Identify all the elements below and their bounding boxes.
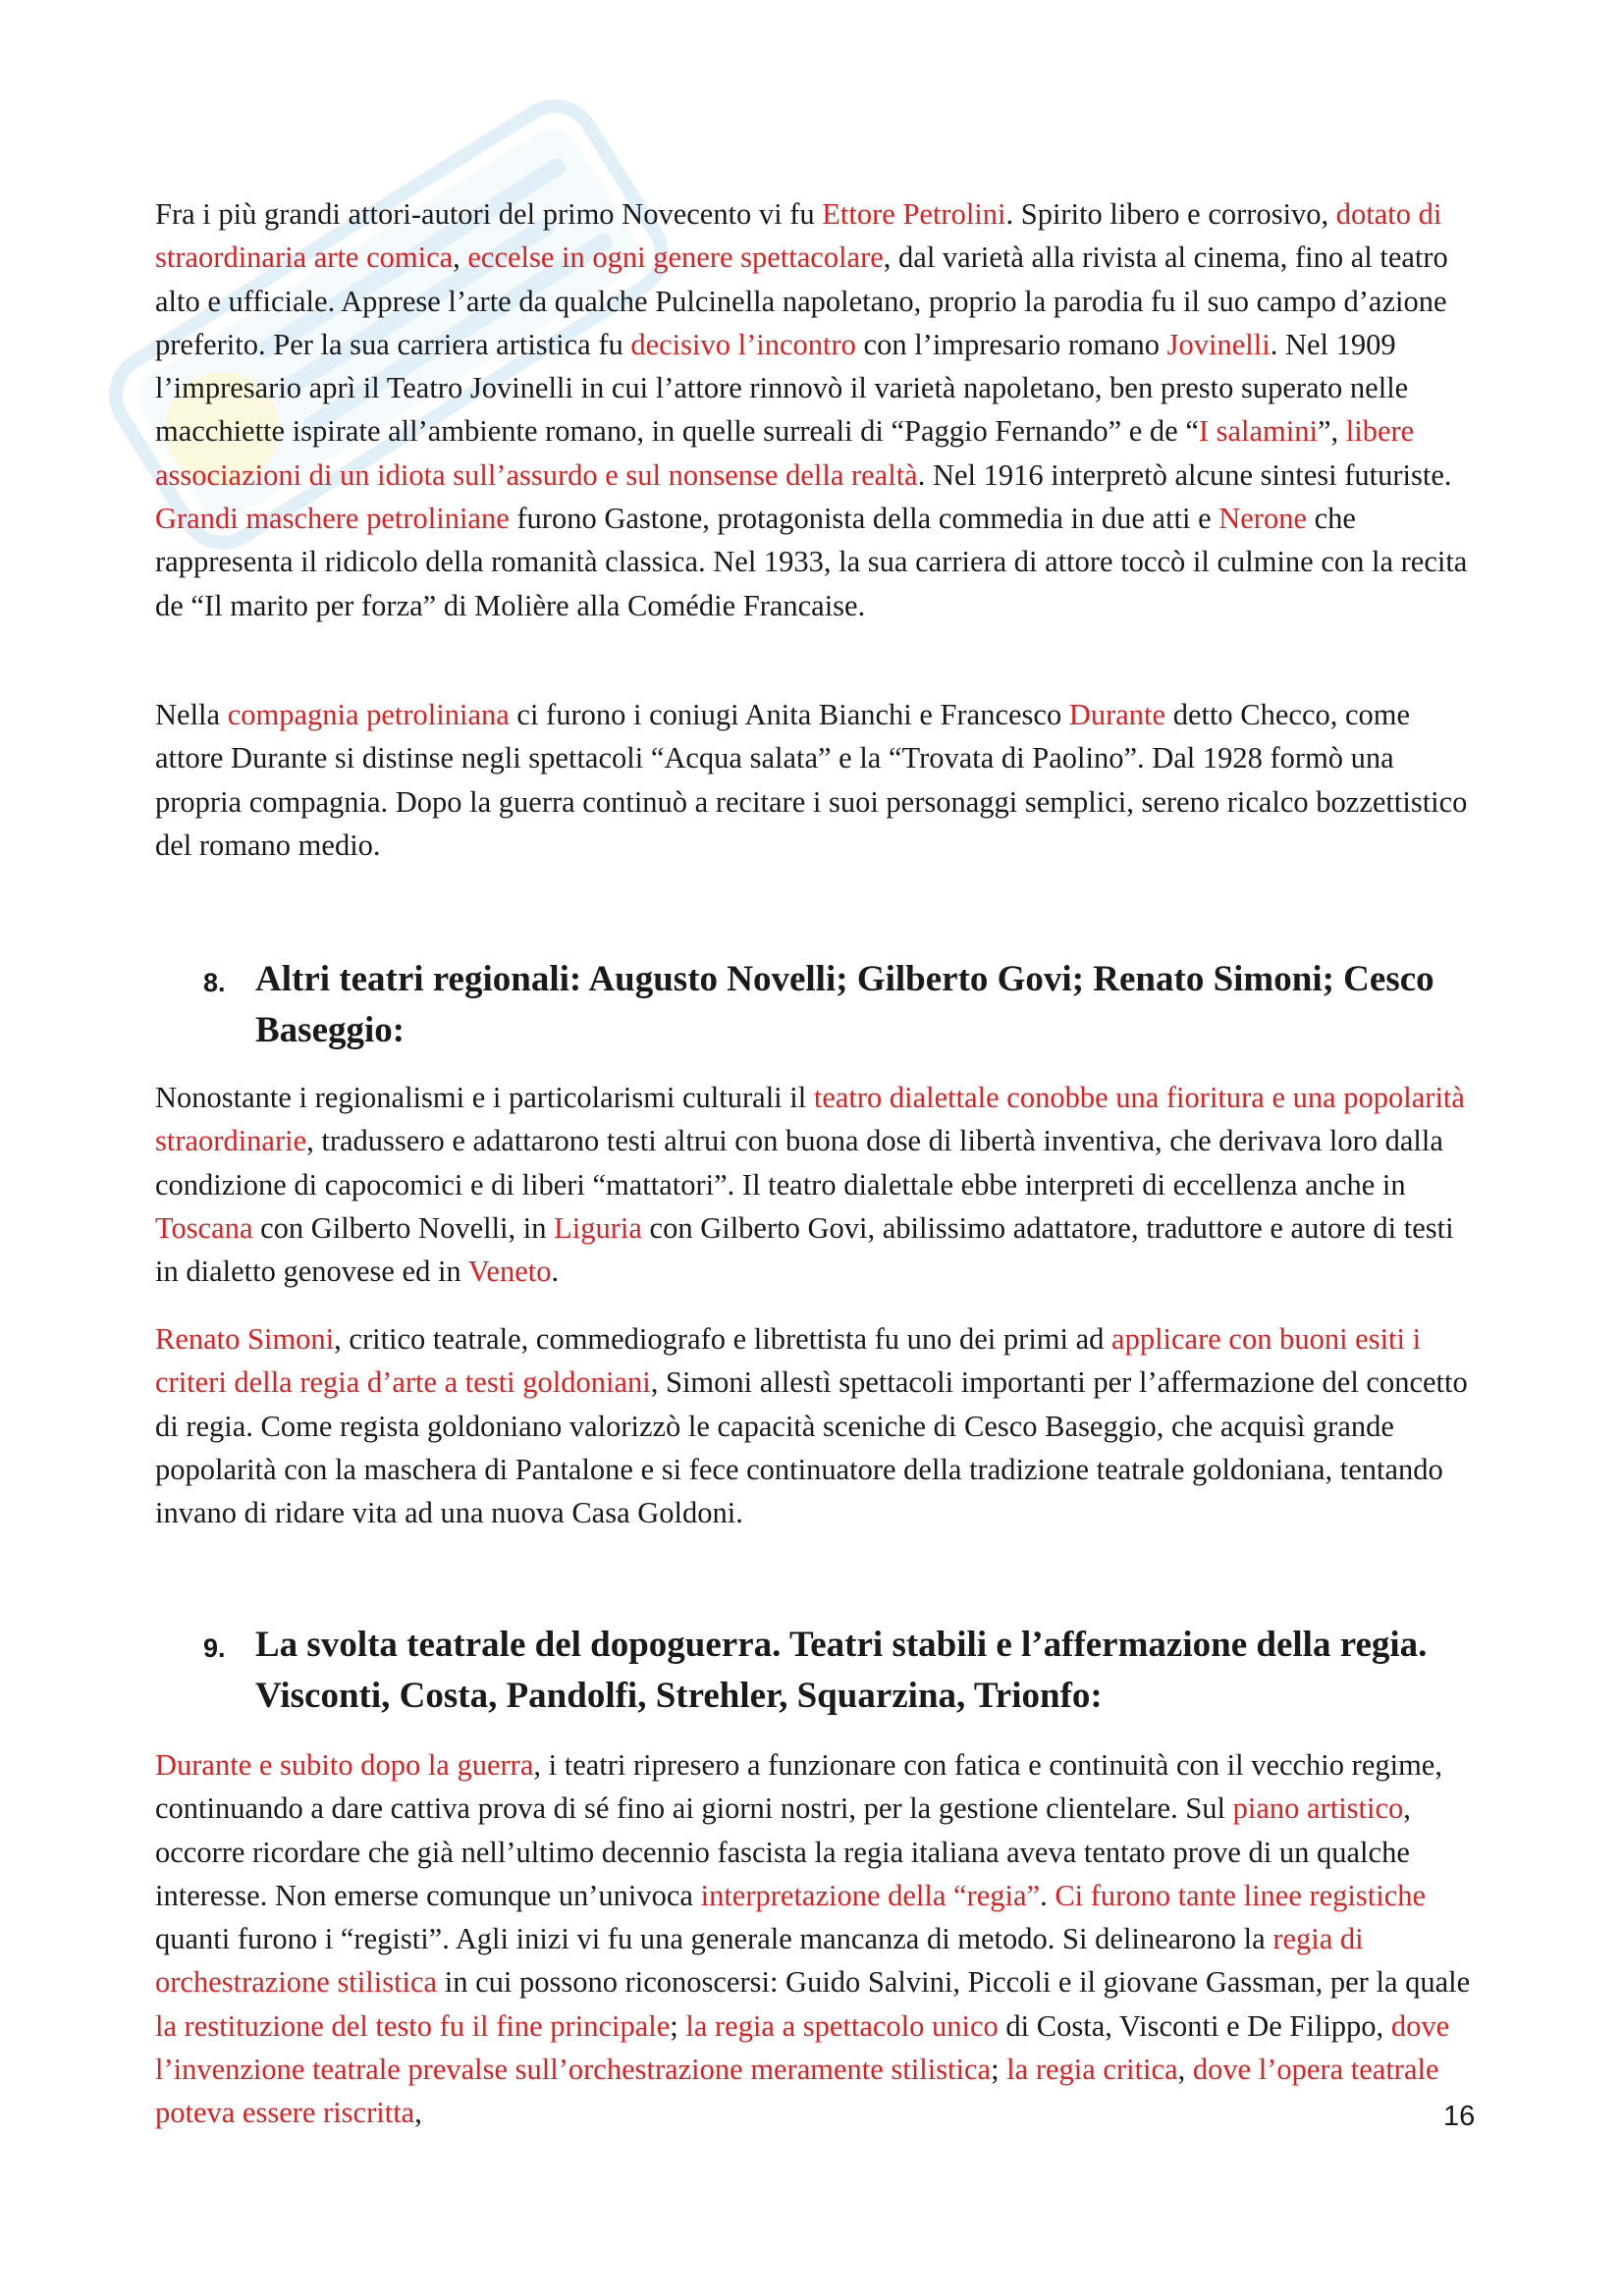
body-text: ; (670, 2008, 686, 2043)
body-text: , occorre ricordare che già nell’ultimo decennio fascista la regia italiana aveva tentato prove di un qualche interesse. Non emerse comunque un’univoca (155, 1791, 1411, 1912)
body-text: , critico teatrale, commediografo e librettista fu uno dei primi ad (334, 1322, 1112, 1356)
body-text: , tradussero e adattarono testi altrui con buona dose di libertà inventiva, che derivava loro dalla condizione di capocomici e di liberi “mattatori”. Il teatro dialettale ebbe interpreti di eccellenza anche in (155, 1124, 1443, 1201)
body-text: . (551, 1255, 560, 1289)
highlighted-text: piano artistico (1232, 1791, 1404, 1826)
highlighted-text: eccelse in ogni genere spettacolare (467, 240, 884, 275)
body-text: . Nel 1916 interpretò alcune sintesi futuriste. (917, 457, 1452, 492)
body-text: detto Checco, come attore Durante si distinse negli spettacoli “Acqua salata” e la “Trovata di Paolino”. Dal 1928 formò una propria compagnia. Dopo la guerra continuò a recitare i suoi personaggi semplici, sereno ricalco bozzettistico del romano medio. (155, 698, 1468, 862)
highlighted-text: libere associazioni di un idiota sull’assurdo e sul nonsense della realtà (155, 414, 1415, 492)
highlighted-text: Ettore Petrolini (822, 197, 1006, 231)
body-text: con l’impresario romano (855, 327, 1167, 361)
body-text: , (453, 240, 468, 275)
highlighted-text: la restituzione del testo fu il fine principale (155, 2008, 671, 2043)
heading-title: Altri teatri regionali: Augusto Novelli; Gilberto Govi; Renato Simoni; Cesco Baseggio: (255, 959, 1434, 1050)
highlighted-text: regia di orchestrazione stilistica (155, 1922, 1364, 2000)
body-text: ; (991, 2053, 1007, 2087)
highlighted-text: dove l’opera teatrale poteva essere riscritta (155, 2053, 1439, 2130)
highlighted-text: interpretazione della “regia” (700, 1878, 1041, 1912)
section-heading-9 (203, 1620, 1480, 1722)
highlighted-text: decisivo l’incontro (630, 327, 856, 361)
body-text: , (1177, 2053, 1193, 2087)
highlighted-text: Jovinelli (1166, 327, 1271, 361)
highlighted-text: Ci furono tante linee registiche (1055, 1878, 1427, 1912)
highlighted-text: la regia a spettacolo unico (685, 2008, 999, 2043)
body-text: . Spirito libero e corrosivo, (1005, 197, 1336, 231)
body-text: Nonostante i regionalismi e i particolarismi culturali il (155, 1081, 814, 1114)
highlighted-text: Renato Simoni (155, 1322, 335, 1356)
highlighted-text: Liguria (554, 1210, 642, 1245)
highlighted-text: I salamini (1198, 414, 1318, 449)
body-text: . (1040, 1878, 1055, 1912)
body-text: , i teatri ripresero a funzionare con fatica e continuità con il vecchio regime, continuando a dare cattiva prova di sé fino ai giorni nostri, per la gestione clientelare. Sul (155, 1748, 1442, 1826)
body-text: , Simoni allestì spettacoli importanti per l’affermazione del concetto di regia. Come regista goldoniano valorizzò le capacità sceniche di Cesco Baseggio, che acquisì grande popolarità con la maschera di Pantalone e si fece continuatore della tradizione teatrale goldoniana, tentando invano di ridare vita ad una nuova Casa Goldoni. (155, 1365, 1468, 1530)
highlighted-text: applicare con buoni esiti i criteri della regia d’arte a testi goldoniani (155, 1322, 1422, 1400)
body-text: . Nel 1909 l’impresario aprì il Teatro Jovinelli in cui l’attore rinnovò il varietà napoletano, ben presto superato nelle macchiette ispirate all’ambiente romano, in quelle surreali di “Paggio Fernando” e de “ (155, 327, 1409, 449)
heading-number: 9. (203, 1633, 226, 1663)
highlighted-text: teatro dialettale conobbe una fioritura e una popolarità straordinarie (155, 1081, 1465, 1158)
highlighted-text: Durante e subito dopo la guerra (155, 1748, 534, 1782)
highlighted-text: Toscana (155, 1210, 253, 1245)
heading-number: 8. (203, 968, 226, 997)
paragraph-renato-simoni (155, 1317, 1481, 1534)
body-text: Nella (155, 698, 228, 731)
body-text: ci furono i coniugi Anita Bianchi e Francesco (509, 698, 1069, 731)
body-text: ”, (1317, 414, 1346, 449)
highlighted-text: compagnia petroliniana (227, 698, 510, 731)
highlighted-text: Nerone (1218, 502, 1307, 536)
page-number: 16 (1443, 2101, 1476, 2132)
body-text: quanti furono i “registi”. Agli inizi vi fu una generale mancanza di metodo. Si delinearono la (155, 1922, 1273, 1956)
highlighted-text: Durante (1068, 698, 1166, 731)
body-text: con Gilberto Govi, abilissimo adattatore, traduttore e autore di testi in dialetto genovese ed in (155, 1210, 1454, 1289)
highlighted-text: la regia critica (1006, 2053, 1178, 2087)
highlighted-text: Veneto (467, 1255, 552, 1289)
highlighted-text: dotato di straordinaria arte comica (155, 197, 1442, 275)
section-heading-8 (203, 954, 1480, 1056)
body-text: , (414, 2096, 422, 2130)
highlighted-text: Grandi maschere petroliniane (155, 502, 510, 536)
body-text: di Costa, Visconti e De Filippo, (998, 2008, 1391, 2043)
paragraph-teatro-dialettale (155, 1076, 1481, 1293)
paragraph-petrolini (155, 192, 1481, 627)
body-text: con Gilberto Novelli, in (252, 1210, 555, 1245)
body-text: Fra i più grandi attori-autori del primo Novecento vi fu (155, 197, 823, 231)
body-text: , dal varietà alla rivista al cinema, fino al teatro alto e ufficiale. Apprese l’arte da qualche Pulcinella napoletano, proprio la parodia fu il suo campo d’azione preferito. Per la sua carriera artistica fu (155, 240, 1448, 361)
paragraph-dopoguerra (155, 1743, 1481, 2135)
body-text: in cui possono riconoscersi: Guido Salvini, Piccoli e il giovane Gassman, per la quale (437, 1965, 1471, 2000)
paragraph-compagnia-petroliniana (155, 693, 1481, 867)
body-text: che rappresenta il ridicolo della romanità classica. Nel 1933, la sua carriera di attore toccò il culmine con la recita de “Il marito per forza” di Molière alla Comédie Francaise. (155, 502, 1468, 622)
heading-title: La svolta teatrale del dopoguerra. Teatri stabili e l’affermazione della regia. Visconti, Costa, Pandolfi, Strehler, Squarzina, Trionfo: (255, 1625, 1428, 1716)
highlighted-text: dove l’invenzione teatrale prevalse sull’orchestrazione meramente stilistica (155, 2008, 1450, 2087)
body-text: furono Gastone, protagonista della commedia in due atti e (509, 502, 1219, 536)
